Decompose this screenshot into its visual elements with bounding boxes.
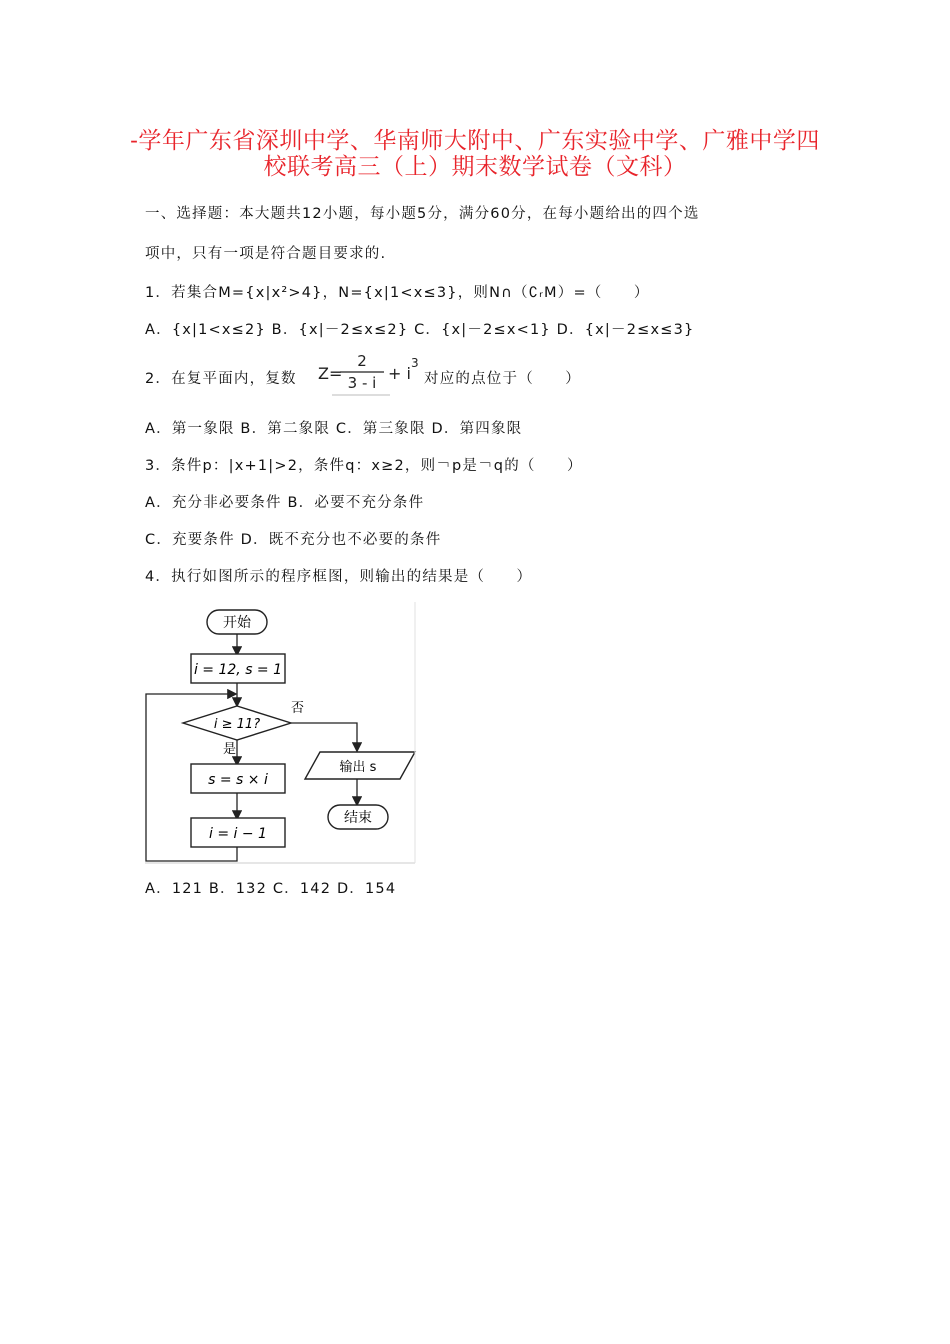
flowchart-start-label: 开始 — [223, 615, 251, 631]
flowchart-yes-label: 是 — [223, 742, 237, 757]
question-1-stem: 1．若集合M={x|x²>4}，N={x|1<x≤3}，则N∩（∁ᵣM）=（ ） — [145, 285, 650, 301]
flowchart-init-label: i = 12, s = 1 — [193, 662, 283, 678]
exam-title-line-1: -学年广东省深圳中学、华南师大附中、广东实验中学、广雅中学四 — [130, 128, 820, 154]
exam-title-line-2: 校联考高三（上）期末数学试卷（文科） — [263, 154, 687, 180]
formula-tail: + i — [388, 364, 411, 383]
question-2-formula — [318, 352, 426, 396]
flowchart-no-label: 否 — [291, 701, 305, 716]
question-4-stem: 4．执行如图所示的程序框图，则输出的结果是（ ） — [145, 569, 533, 585]
question-3-stem: 3．条件p：|x+1|>2，条件q：x≥2，则￢p是￢q的（ ） — [145, 458, 583, 474]
flowchart-decrement-label: i = i − 1 — [209, 826, 267, 842]
formula-numerator: 2 — [357, 352, 367, 370]
flowchart-end-label: 结束 — [344, 810, 372, 826]
formula-exponent: 3 — [411, 356, 419, 370]
section-instructions-line-1: 一、选择题：本大题共12小题，每小题5分，满分60分，在每小题给出的四个选 — [145, 206, 700, 222]
flowchart — [145, 602, 420, 871]
question-3-options-line-1: A．充分非必要条件 B．必要不充分条件 — [145, 495, 425, 511]
question-3-options-line-2: C．充要条件 D．既不充分也不必要的条件 — [145, 532, 442, 548]
formula-z: Z= — [318, 364, 343, 383]
question-2-options: A．第一象限 B．第二象限 C．第三象限 D．第四象限 — [145, 421, 523, 437]
question-2-stem-suffix: 对应的点位于（ ） — [424, 371, 581, 387]
question-2-stem-prefix: 2．在复平面内，复数 — [145, 371, 297, 387]
flowchart-output-label: 输出 s — [339, 760, 377, 775]
flowchart-multiply-label: s = s × i — [208, 772, 268, 788]
question-4-options: A．121 B．132 C．142 D．154 — [145, 881, 397, 897]
flowchart-arrow — [291, 723, 357, 750]
question-1-options: A．{x|1<x≤2} B．{x|－2≤x≤2} C．{x|－2≤x<1} D．{x|－2≤x≤3} — [145, 322, 695, 338]
flowchart-condition-label: i ≥ 11? — [213, 717, 261, 732]
section-instructions-line-2: 项中，只有一项是符合题目要求的. — [145, 246, 387, 262]
formula-denominator: 3 - i — [347, 374, 377, 392]
